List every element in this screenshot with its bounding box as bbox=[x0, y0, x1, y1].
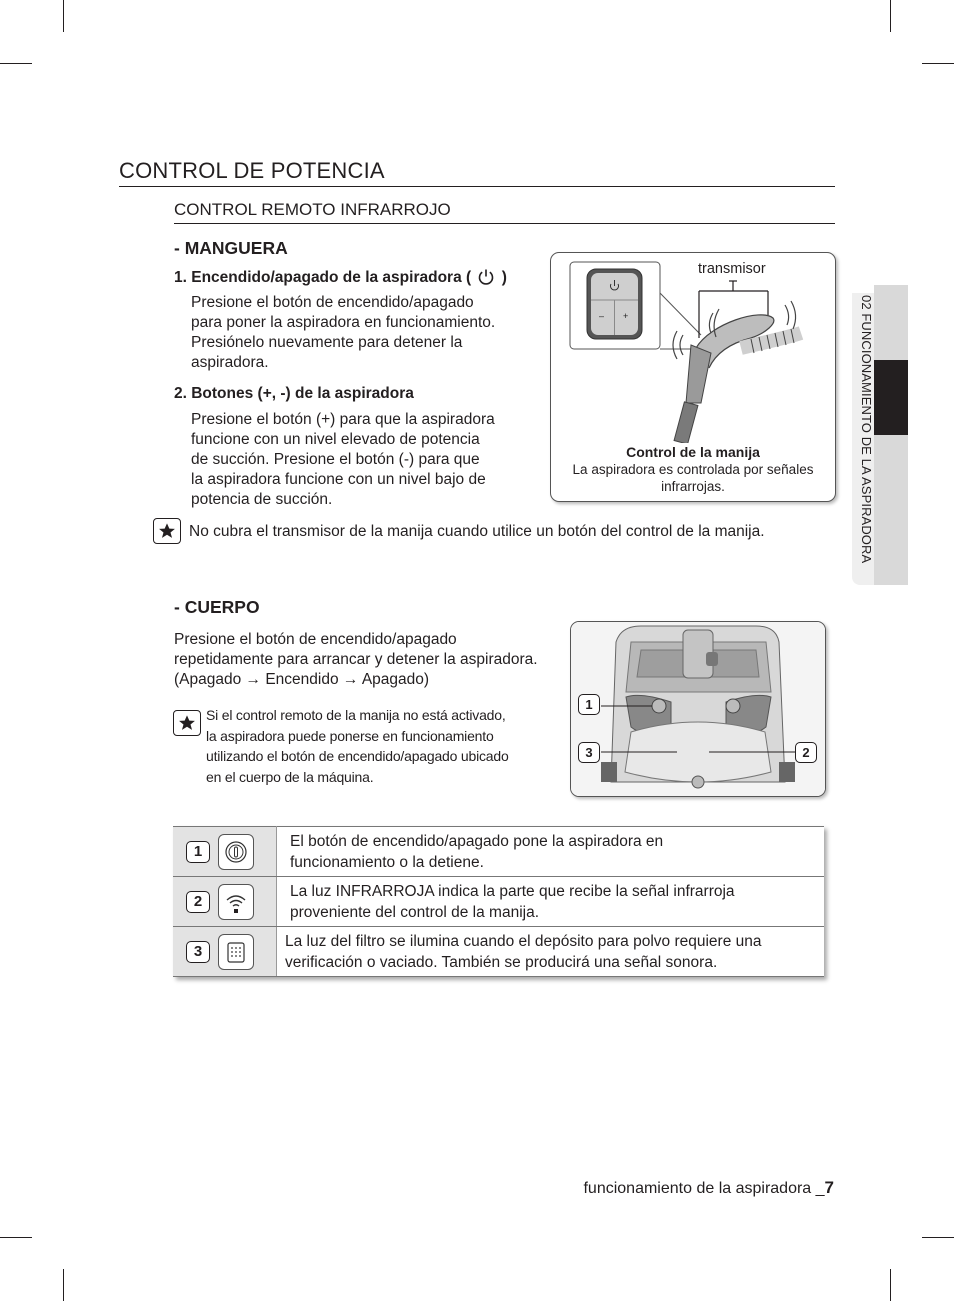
vacuum-illustration bbox=[571, 622, 825, 796]
caption-line: infrarrojas. bbox=[661, 479, 725, 494]
power-icon bbox=[477, 268, 495, 291]
side-tab-band bbox=[874, 285, 908, 585]
table-row bbox=[173, 877, 824, 927]
crop-mark bbox=[922, 1237, 954, 1238]
power-button-icon bbox=[218, 834, 254, 870]
table-row bbox=[173, 827, 824, 877]
text-line: Si el control remoto de la manija no está activado, bbox=[206, 707, 506, 723]
note-star-icon bbox=[173, 710, 201, 736]
legend-description bbox=[277, 927, 825, 977]
caption-line: La aspiradora es controlada por señales bbox=[572, 462, 814, 477]
footer-text: funcionamiento de la aspiradora _ bbox=[583, 1180, 825, 1197]
handle-illustration bbox=[551, 253, 835, 443]
text-line: en el cuerpo de la máquina. bbox=[206, 768, 374, 785]
text-line: utilizando el botón de encendido/apagado ubicado bbox=[206, 748, 509, 764]
text-line: proveniente del control de la manija. bbox=[290, 903, 540, 921]
callout-2: 2 bbox=[795, 742, 817, 763]
text-line: la aspiradora puede ponerse en funcionamiento bbox=[206, 727, 494, 744]
figure-caption-title: Control de la manija bbox=[626, 444, 760, 460]
legend-number: 3 bbox=[186, 941, 210, 963]
indicator-legend-table bbox=[173, 826, 824, 977]
chapter-side-tab bbox=[850, 285, 908, 585]
item1-text bbox=[191, 293, 495, 373]
text-line: aspiradora. bbox=[191, 354, 269, 371]
body-heading: - CUERPO bbox=[174, 597, 260, 617]
crop-mark bbox=[922, 63, 954, 64]
hose-note: No cubra el transmisor de la manija cuando utilice un botón del control de la manija. bbox=[189, 523, 765, 540]
section-title: CONTROL DE POTENCIA bbox=[119, 158, 385, 183]
subsection-title: CONTROL REMOTO INFRARROJO bbox=[174, 200, 451, 219]
body-note bbox=[206, 705, 509, 787]
legend-key bbox=[173, 927, 277, 977]
text-line: Presione el botón (+) para que la aspiradora bbox=[191, 411, 495, 428]
text-line: para poner la aspiradora en funcionamiento. bbox=[191, 314, 496, 331]
item1-title-suffix: ) bbox=[501, 269, 507, 286]
side-tab-label: 02 FUNCIONAMIENTO DE LA ASPIRADORA bbox=[852, 293, 874, 585]
item2-title: 2. Botones (+, -) de la aspiradora bbox=[174, 385, 414, 402]
crop-mark bbox=[0, 63, 32, 64]
body-text bbox=[174, 630, 538, 690]
transmitter-label: transmisor bbox=[698, 261, 766, 277]
page-footer bbox=[583, 1178, 834, 1198]
remote-minus-label: – bbox=[599, 311, 605, 321]
crop-mark bbox=[0, 1237, 32, 1238]
page-number: 7 bbox=[824, 1178, 834, 1197]
text-line: La luz del filtro se ilumina cuando el depósito para polvo requiere una bbox=[285, 932, 762, 950]
hose-heading: - MANGUERA bbox=[174, 238, 288, 258]
section-rule bbox=[119, 186, 835, 187]
legend-number: 2 bbox=[186, 891, 210, 913]
text-line: potencia de succión. bbox=[191, 491, 333, 508]
text-line: repetidamente para arrancar y detener la aspiradora. bbox=[174, 651, 538, 668]
text-line: Presione el botón de encendido/apagado bbox=[174, 631, 457, 648]
filter-icon bbox=[218, 934, 254, 970]
text-line: Presione el botón de encendido/apagado bbox=[191, 294, 474, 311]
remote-plus-label: + bbox=[623, 311, 629, 321]
callout-3: 3 bbox=[578, 742, 600, 763]
vacuum-body-figure bbox=[570, 621, 826, 797]
text-line: La luz INFRARROJA indica la parte que recibe la señal infrarroja bbox=[290, 882, 735, 900]
text-line: funcionamiento o la detiene. bbox=[290, 853, 484, 871]
text-line: Presiónelo nuevamente para detener la bbox=[191, 334, 463, 351]
item1-title-prefix: 1. Encendido/apagado de la aspiradora ( bbox=[174, 269, 472, 286]
text-line: la aspiradora funcione con un nivel bajo de bbox=[191, 471, 486, 488]
text-line: funcione con un nivel elevado de potencia bbox=[191, 431, 480, 448]
subsection-rule bbox=[174, 223, 835, 224]
note-star-icon bbox=[153, 518, 181, 544]
crop-mark bbox=[890, 1269, 891, 1301]
crop-mark bbox=[63, 0, 64, 32]
legend-description bbox=[277, 877, 825, 927]
legend-description bbox=[277, 827, 825, 877]
handle-control-figure bbox=[550, 252, 836, 502]
text-line: verificación o vaciado. También se producirá una señal sonora. bbox=[285, 953, 718, 971]
text-line: de succión. Presione el botón (-) para que bbox=[191, 451, 480, 468]
crop-mark bbox=[63, 1269, 64, 1301]
item2-text bbox=[191, 410, 495, 510]
crop-mark bbox=[890, 0, 891, 32]
infrared-signal-icon bbox=[218, 884, 254, 920]
side-tab-marker bbox=[874, 360, 908, 435]
item1-title bbox=[174, 268, 507, 291]
table-row bbox=[173, 927, 824, 977]
figure-caption bbox=[551, 461, 835, 495]
text-line: (Apagado → Encendido → Apagado) bbox=[174, 671, 430, 688]
legend-number: 1 bbox=[186, 841, 210, 863]
legend-key bbox=[173, 877, 277, 927]
callout-1: 1 bbox=[578, 694, 600, 715]
text-line: El botón de encendido/apagado pone la aspiradora en bbox=[290, 832, 664, 850]
legend-key bbox=[173, 827, 277, 877]
